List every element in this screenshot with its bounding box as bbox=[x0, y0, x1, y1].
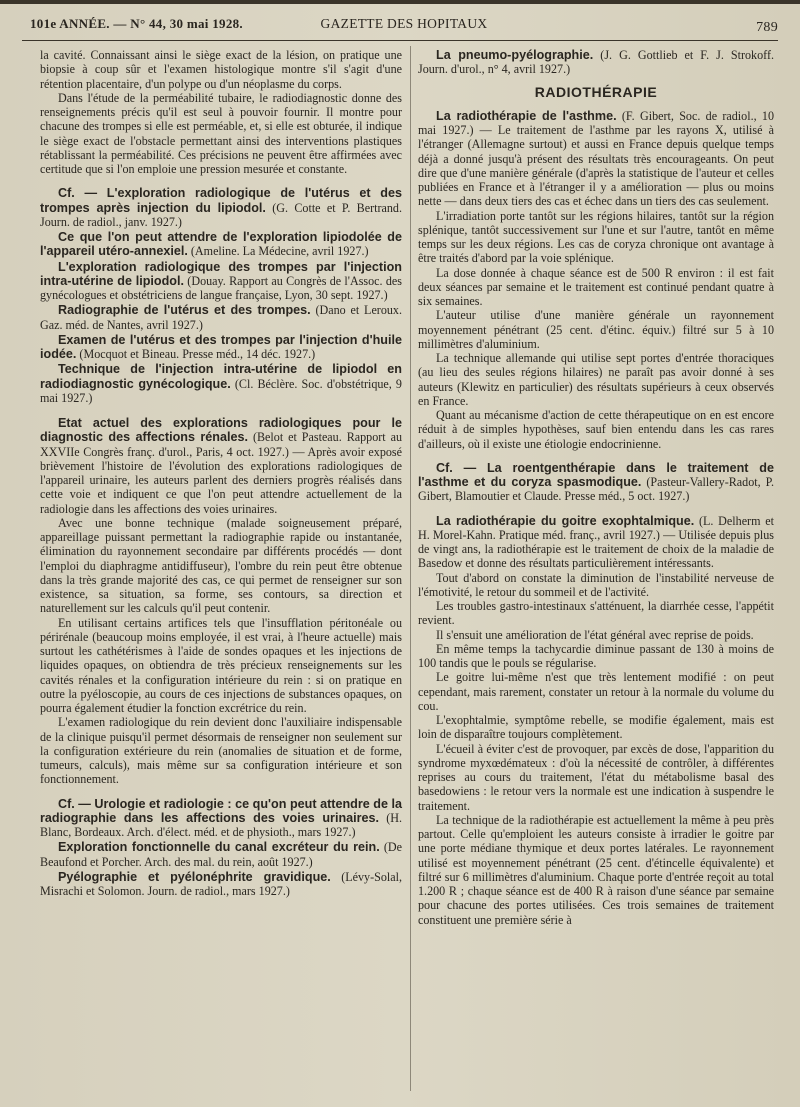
journal-title: GAZETTE DES HOPITAUX bbox=[320, 16, 488, 31]
article-entry bbox=[418, 514, 774, 571]
paragraph: Il s'ensuit une amélioration de l'état général avec reprise de poids. bbox=[436, 627, 754, 642]
reference-entry bbox=[40, 840, 402, 869]
reference-entry bbox=[40, 797, 402, 840]
reference-title: La pneumo-pyélographie. bbox=[436, 48, 594, 62]
reference-entry bbox=[40, 870, 402, 899]
reference-citation: (Ameline. La Médecine, avril 1927.) bbox=[187, 244, 369, 259]
reference-entry bbox=[40, 230, 402, 259]
reference-title: Pyélographie et pyélonéphrite gravidique. bbox=[58, 869, 331, 884]
article-body: (Belot et Pasteau. Rapport au XXVIIe Congrès franç. d'urol., Paris, 4 oct. 1927.) — Après avoir exposé brièvement l'histoire de l'évolution des explorations radiologiques de l'appareil urinaire, les auteurs parlent des derniers progrès réalisés dans cette voie et indiquent ce que l'on peut attendre actuellement de la radiologie dans les affections des voies urinaires. bbox=[40, 430, 403, 516]
reference-citation: (Cl. Béclère. Soc. d'obstétrique, 9 mai 1927.) bbox=[40, 376, 402, 405]
paragraph: Les troubles gastro-intestinaux s'atténuent, la diarrhée cesse, l'appétit revient. bbox=[418, 599, 774, 628]
paragraph: Dans l'étude de la perméabilité tubaire, le radiodiagnostic donne des renseignements précis qu'il est seul à pouvoir fournir. Il montre pour chacune des trompes si elle est perméable, et, si elle est obturée, il indique le siège exact de l'obstacle permettant ainsi des interventions plastiques rétablissant la perméabilité. Ces précisions ne peuvent être affirmées avec certitude que si l'on emploie une pression mesurée et constante. bbox=[40, 90, 402, 176]
paragraph: La technique allemande qui utilise sept portes d'entrée thoraciques (au lieu des seules régions hilaires) ne paraît pas avoir donné à ses auteurs (Klewitz en particulier) des résultats supérieurs à ceux observés en France. bbox=[418, 351, 774, 408]
reference-title: Cf. — La roentgenthérapie dans le traitement de l'asthme et du coryza spasmodique. bbox=[418, 460, 774, 489]
reference-citation: (J. G. Gottlieb et F. J. Strokoff. Journ. d'urol., n° 4, avril 1927.) bbox=[418, 48, 774, 77]
paragraph: L'irradiation porte tantôt sur les régions hilaires, tantôt sur la région splénique, tantôt successivement sur l'une et sur l'autre, tantôt en même temps sur les deux régions. Les cas de coryza chronique ont avantage à être traités d'abord par la voie splénique. bbox=[418, 208, 774, 266]
paragraph: La technique de la radiothérapie est actuellement la même à peu près partout. Celle qu'emploient les auteurs consiste à irradier le goitre par une porte médiane thymique et deux portes latérales. Le rayonnement utilisé est moyennement pénétrant (25 cent. d'étincelle équivalente) et filtré sur 6 millimètres d'aluminium. Chaque porte d'entrée reçoit au total 1.200 R ; chaque séance est de 400 R à raison d'une séance par semaine pour chacune des portes utilisées. Ces trois semaines de traitement constituent une première série à bbox=[418, 812, 774, 927]
article-entry bbox=[40, 416, 402, 516]
paragraph: La dose donnée à chaque séance est de 500 R environ : il est fait deux séances par semaine et le traitement est continué pendant quatre à six semaines. bbox=[418, 265, 774, 308]
reference-title: L'exploration radiologique des trompes par l'injection intra-utérine de lipiodol. bbox=[40, 259, 402, 288]
article-body: (F. Gibert, Soc. de radiol., 10 mai 1927.) — Le traitement de l'asthme par les rayons X, utilisé à l'étranger (Allemagne surtout) et aussi en France depuis quelque temps déjà a donné jusqu'à présent des résultats très encourageants. On peut dire que d'une manière générale (d'après la statistique de l'auteur et celles publiées en France et à l'étranger il y a amélioration — plus ou moins nette — dans deux tiers des cas et échec dans un tiers des cas seulement. bbox=[418, 108, 774, 209]
reference-title: Ce que l'on peut attendre de l'exploration lipiodolée de l'appareil utéro-annexiel. bbox=[40, 230, 402, 259]
reference-title: Exploration fonctionnelle du canal excréteur du rein. bbox=[58, 840, 380, 855]
paragraph: Quant au mécanisme d'action de cette thérapeutique on en est encore réduit à de simples hypothèses, sauf bien entendu dans les cas rares d'ailleurs, où il existe une étiologie endocrinienne. bbox=[418, 408, 774, 451]
reference-entry bbox=[418, 48, 774, 77]
column-divider bbox=[410, 46, 411, 1091]
reference-citation: (Lévy-Solal, Misrachi et Solomon. Journ. de radiol., mars 1927.) bbox=[40, 869, 402, 898]
reference-entry bbox=[40, 362, 402, 405]
article-title: La radiothérapie de l'asthme. bbox=[436, 108, 617, 123]
article-entry bbox=[418, 109, 774, 209]
reference-entry bbox=[40, 333, 402, 362]
reference-title: Technique de l'injection intra-utérine de lipiodol en radiodiagnostic gynécologique. bbox=[40, 362, 402, 391]
reference-citation: (H. Blanc, Bordeaux. Arch. d'élect. méd. et de physioth., mars 1927.) bbox=[40, 810, 402, 839]
paragraph: la cavité. Connaissant ainsi le siège exact de la lésion, on pratique une biopsie à coup sûr et l'examen histologique montre s'il s'agit d'une rétention placentaire, d'un polype ou d'un néoplasme du corps. bbox=[40, 48, 402, 91]
paragraph: L'écueil à éviter c'est de provoquer, par excès de dose, l'apparition du syndrome myxœdémateux : d'où la nécessité de contrôler, à différentes reprises au cours du traitement, l'état du métabolisme basal des basedowiens : le retour vers la normale est une indication à suspendre le traitement. bbox=[418, 741, 774, 813]
reference-title: Examen de l'utérus et des trompes par l'injection d'huile iodée. bbox=[40, 332, 402, 361]
paragraph: L'examen radiologique du rein devient donc l'auxiliaire indispensable de la clinique puisqu'il permet désormais de renseigner non seulement sur la configuration extérieure du rein (anomalies de situation et de forme, tumeurs, calculs), mais même sur sa configuration intérieure et son fonctionnement. bbox=[40, 715, 402, 787]
reference-citation: (Pasteur-Vallery-Radot, P. Gibert, Blamoutier et Claude. Presse méd., 5 oct. 1927.) bbox=[418, 475, 775, 504]
paragraph: Le goitre lui-même n'est que très lentement modifié : on peut cependant, mais rarement, constater un retour à la normale du volume du cou. bbox=[418, 670, 774, 713]
reference-citation: (Dano et Leroux. Gaz. méd. de Nantes, avril 1927.) bbox=[40, 303, 403, 332]
reference-citation: (Mocquot et Bineau. Presse méd., 14 déc. 1927.) bbox=[76, 347, 316, 361]
right-column bbox=[418, 48, 774, 927]
reference-title: Cf. — Urologie et radiologie : ce qu'on peut attendre de la radiographie dans les affections des voies urinaires. bbox=[40, 796, 402, 825]
left-column bbox=[40, 48, 402, 899]
paragraph: En utilisant certains artifices tels que l'insufflation péritonéale ou périrénale (beaucoup moins employée, il est vrai, à l'heure actuelle) mais surtout les cathétérismes à l'aide de sondes opaques et les injections de liquides opaques, on obtiendra de très précieux renseignements sur les cavités rénales et la configuration intérieure du rein : si on pratique en outre la pyéloscopie, au cours de ces injections de substances opaques, on pourra également étudier la fonction excrétrice du rein. bbox=[40, 615, 402, 715]
top-border bbox=[0, 0, 800, 4]
article-body: (L. Delherm et H. Morel-Kahn. Pratique méd. franç., avril 1927.) — Utilisée depuis plus de vingt ans, la radiothérapie est le traitement de choix de la maladie de Basedow et donne des résultats particulièrement intéressants. bbox=[418, 513, 774, 571]
paragraph: En même temps la tachycardie diminue passant de 130 à moins de 100 tandis que le pouls se régularise. bbox=[418, 641, 774, 670]
reference-entry bbox=[418, 461, 774, 504]
reference-entry bbox=[40, 303, 402, 332]
reference-title: Radiographie de l'utérus et des trompes. bbox=[58, 303, 311, 318]
paragraph: Avec une bonne technique (malade soigneusement préparé, appareillage puissant permettant la radiographie rapide ou instantanée, élimination du rayonnement secondaire par différents procédés — dont l'emploi du diaphragme antidiffuseur), l'ombre du rein peut être obtenue dans la très grande majorité des cas, ce qui permet de renseigner sur son existence, sa situation, sa forme, ses contours, sa direction et naturellement sur les calculs qu'il peut contenir. bbox=[40, 515, 402, 616]
reference-citation: (De Beaufond et Porcher. Arch. des mal. du rein, août 1927.) bbox=[40, 840, 403, 869]
reference-entry bbox=[40, 260, 402, 303]
section-heading: RADIOTHÉRAPIE bbox=[534, 83, 658, 100]
reference-citation: (G. Cotte et P. Bertrand. Journ. de radiol., janv. 1927.) bbox=[40, 200, 402, 229]
issue-info: 101e ANNÉE. — N° 44, 30 mai 1928. bbox=[30, 16, 243, 31]
paragraph: L'auteur utilise d'une manière générale un rayonnement moyennement pénétrant (25 cent. d'étinc. équiv.) filtré sur 5 à 10 millimètres d'aluminium. bbox=[418, 308, 774, 351]
reference-citation: (Douay. Rapport au Congrès de l'Assoc. des gynécologues et obstétriciens de langue française, Lyon, 30 sept. 1927.) bbox=[40, 273, 402, 302]
header-rule bbox=[22, 40, 778, 41]
article-title: Etat actuel des explorations radiologiques pour le diagnostic des affections rénales. bbox=[40, 416, 402, 445]
page-header bbox=[30, 12, 778, 38]
reference-entry bbox=[40, 186, 402, 229]
paragraph: L'exophtalmie, symptôme rebelle, se modifie également, mais est loin de disparaître toujours complètement. bbox=[418, 713, 774, 742]
paragraph: Tout d'abord on constate la diminution de l'instabilité nerveuse de l'émotivité, le retour du sommeil et de l'activité. bbox=[418, 570, 774, 599]
page-number: 789 bbox=[756, 20, 778, 35]
reference-title: Cf. — L'exploration radiologique de l'utérus et des trompes après injection du lipiodol. bbox=[40, 186, 402, 215]
article-title: La radiothérapie du goitre exophtalmique. bbox=[436, 513, 695, 528]
